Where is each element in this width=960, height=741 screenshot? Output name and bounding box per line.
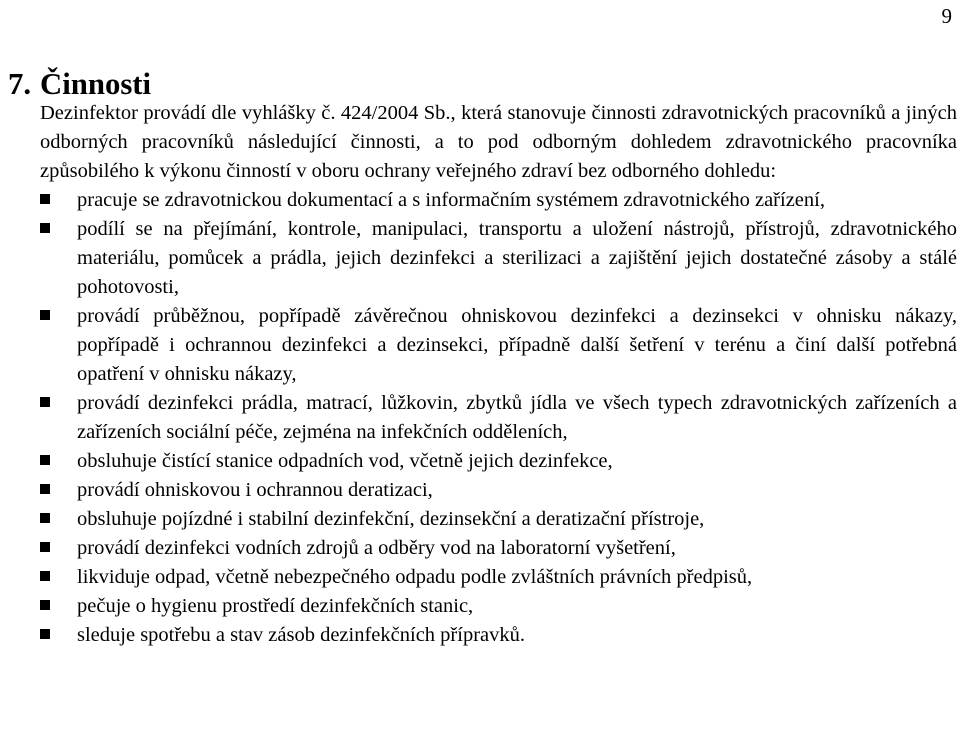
list-item-text: obsluhuje čistící stanice odpadních vod, včetně jejich dezinfekce, [77,450,613,472]
square-bullet-icon [40,310,50,320]
list-item [8,621,957,650]
list-item-text: pracuje se zdravotnickou dokumentací a s informačním systémem zdravotnického zařízení, [77,189,825,211]
list-item [8,215,957,302]
page-number: 9 [941,4,952,28]
square-bullet-icon [40,223,50,233]
square-bullet-icon [40,484,50,494]
list-item [8,302,957,389]
list-item [8,186,957,215]
list-item-text: obsluhuje pojízdné i stabilní dezinfekční, dezinsekční a deratizační přístroje, [77,508,705,530]
square-bullet-icon [40,542,50,552]
section-title: Činnosti [40,67,152,101]
square-bullet-icon [40,629,50,639]
square-bullet-icon [40,513,50,523]
list-item [8,476,957,505]
section-heading [8,67,958,101]
list-item [8,534,957,563]
list-item [8,505,957,534]
document-body [8,67,958,650]
square-bullet-icon [40,397,50,407]
square-bullet-icon [40,194,50,204]
list-item [8,447,957,476]
list-item-text: provádí průběžnou, popřípadě závěrečnou ohniskovou dezinfekci a dezinsekci v ohnisku nákazy, popřípadě i ochrannou dezinfekci a dezinsekci, případně další šetření v terénu a činí další potřebná opatření v ohnisku nákazy, [77,305,957,385]
square-bullet-icon [40,571,50,581]
list-item-text: provádí dezinfekci vodních zdrojů a odběry vod na laboratorní vyšetření, [77,537,676,559]
section-number: 7. [8,67,32,101]
list-item-text: sleduje spotřebu a stav zásob dezinfekčních přípravků. [77,624,525,646]
list-item [8,389,957,447]
list-item [8,563,957,592]
list-item-text: pečuje o hygienu prostředí dezinfekčních stanic, [77,595,474,617]
list-item [8,592,957,621]
activity-list [8,186,958,650]
list-item-text: likviduje odpad, včetně nebezpečného odpadu podle zvláštních právních předpisů, [77,566,753,588]
section-intro: Dezinfektor provádí dle vyhlášky č. 424/2004 Sb., která stanovuje činnosti zdravotnických pracovníků a jiných odborných pracovníků následující činnosti, a to pod odborným dohledem zdravotnického pracovníka způsobilého k výkonu činností v oboru ochrany veřejného zdraví bez odborného dohledu: [40,102,957,182]
list-item-text: provádí ohniskovou i ochrannou deratizaci, [77,479,433,501]
square-bullet-icon [40,600,50,610]
square-bullet-icon [40,455,50,465]
list-item-text: podílí se na přejímání, kontrole, manipulaci, transportu a uložení nástrojů, přístrojů, zdravotnického materiálu, pomůcek a prádla, jejich dezinfekci a sterilizaci a zajištění jejich dostatečné zásoby a stálé pohotovosti, [77,218,957,298]
list-item-text: provádí dezinfekci prádla, matrací, lůžkovin, zbytků jídla ve všech typech zdravotnických zařízeních a zařízeních sociální péče, zejména na infekčních odděleních, [77,392,957,443]
